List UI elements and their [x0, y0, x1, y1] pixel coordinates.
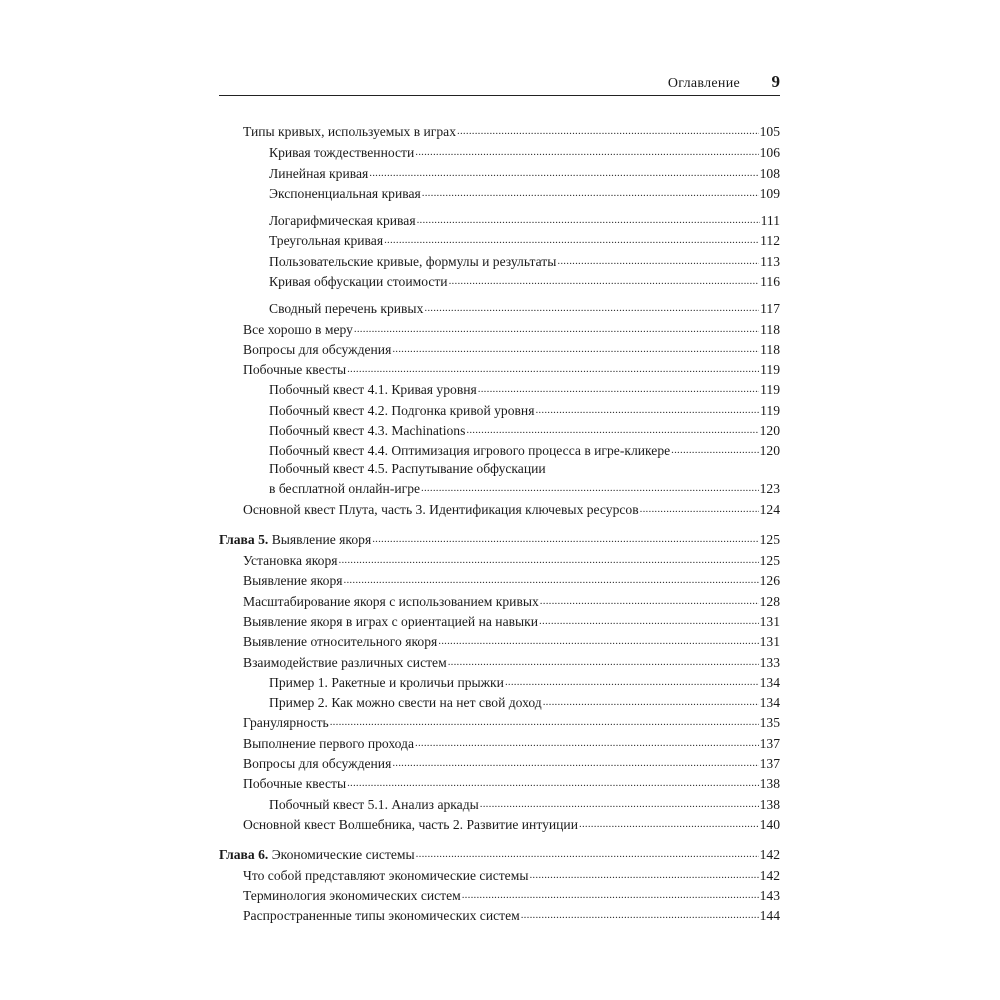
entry-title: Пример 1. Ракетные и кроличьи прыжки	[269, 675, 504, 690]
entry-page: 125	[759, 532, 780, 547]
entry-title: Линейная кривая	[269, 166, 369, 181]
dot-leader	[347, 362, 759, 374]
dot-leader	[579, 817, 759, 829]
toc-entry	[269, 166, 780, 182]
entry-title: Пример 2. Как можно свести на нет свой доход	[269, 695, 542, 710]
entry-page: 117	[760, 301, 780, 316]
entry-page: 142	[759, 847, 780, 862]
toc-entry	[243, 868, 780, 884]
entry-title: Вопросы для обсуждения	[243, 342, 392, 357]
chapter-label: Глава 6.	[219, 847, 269, 862]
toc-entry	[269, 797, 780, 813]
toc-entry	[243, 614, 780, 630]
entry-title: Выявление якоря в играх с ориентацией на навыки	[243, 614, 539, 629]
entry-title: Масштабирование якоря с использованием кривых	[243, 594, 539, 609]
entry-title: Побочные квесты	[243, 776, 347, 791]
entry-page: 143	[759, 888, 780, 903]
dot-leader	[466, 423, 758, 435]
toc-entry	[269, 423, 780, 439]
dot-leader	[330, 715, 759, 727]
entry-title: Что собой представляют экономические системы	[243, 868, 529, 883]
toc-entry	[243, 888, 780, 904]
dot-leader	[478, 382, 759, 394]
dot-leader	[480, 797, 759, 809]
dot-leader	[415, 145, 758, 157]
toc-entry	[269, 274, 780, 290]
toc-chapter	[219, 847, 780, 863]
toc-entry	[269, 254, 780, 270]
toc-entry	[243, 322, 780, 338]
dot-leader	[448, 655, 759, 667]
entry-page: 120	[759, 443, 780, 458]
entry-page: 116	[760, 274, 780, 289]
entry-page: 106	[759, 145, 780, 160]
dot-leader	[415, 736, 759, 748]
entry-title: Выявление якоря	[271, 532, 372, 547]
dot-leader	[540, 594, 759, 606]
dot-leader	[543, 695, 759, 707]
toc-entry	[243, 634, 780, 650]
entry-title: в бесплатной онлайн-игре	[269, 481, 421, 496]
entry-title: Треугольная кривая	[269, 233, 384, 248]
dot-leader	[438, 634, 758, 646]
toc-entry	[243, 362, 780, 378]
chapter-label: Глава 5.	[219, 532, 269, 547]
toc-entry	[243, 655, 780, 671]
entry-title: Терминология экономических систем	[243, 888, 461, 903]
dot-leader	[539, 614, 759, 626]
entry-title: Экономические системы	[271, 847, 415, 862]
toc-entry	[243, 908, 780, 924]
toc-entry	[243, 594, 780, 610]
toc-entry	[269, 186, 780, 202]
entry-title: Логарифмическая кривая	[269, 213, 416, 228]
entry-title: Все хорошо в меру	[243, 322, 353, 337]
dot-leader	[424, 301, 759, 313]
dot-leader	[529, 868, 758, 880]
entry-page: 142	[759, 868, 780, 883]
entry-page: 138	[759, 797, 780, 812]
toc-entry	[269, 145, 780, 161]
toc-entry	[269, 213, 780, 229]
toc-entry	[243, 553, 780, 569]
entry-page: 119	[760, 403, 780, 418]
entry-page: 144	[759, 908, 780, 923]
entry-page: 135	[759, 715, 780, 730]
entry-page: 140	[759, 817, 780, 832]
dot-leader	[557, 254, 759, 266]
toc-entry	[243, 124, 780, 140]
toc-entry	[269, 695, 780, 711]
toc-entry	[243, 756, 780, 772]
entry-title: Выполнение первого прохода	[243, 736, 414, 751]
page-number: 9	[771, 72, 780, 91]
dot-leader	[422, 186, 759, 198]
dot-leader	[457, 124, 759, 136]
entry-title: Гранулярность	[243, 715, 329, 730]
entry-page: 109	[759, 186, 780, 201]
dot-leader	[392, 756, 758, 768]
entry-title: Установка якоря	[243, 553, 338, 568]
dot-leader	[535, 403, 759, 415]
entry-page: 137	[759, 736, 780, 751]
entry-title: Распространенные типы экономических систем	[243, 908, 520, 923]
entry-title: Экспоненциальная кривая	[269, 186, 421, 201]
dot-leader	[416, 847, 759, 859]
toc-entry	[243, 342, 780, 358]
dot-leader	[339, 553, 759, 565]
toc-entry	[269, 443, 780, 459]
entry-page: 126	[759, 573, 780, 588]
entry-title: Кривая тождественности	[269, 145, 415, 160]
dot-leader	[505, 675, 759, 687]
dot-leader	[347, 776, 759, 788]
toc-entry	[269, 403, 780, 419]
entry-page: 119	[760, 382, 780, 397]
entry-title: Взаимодействие различных систем	[243, 655, 447, 670]
dot-leader	[392, 342, 759, 354]
entry-page: 105	[759, 124, 780, 139]
entry-page: 134	[759, 695, 780, 710]
entry-title: Побочный квест 4.3. Machinations	[269, 423, 466, 438]
entry-page: 124	[759, 502, 780, 517]
toc-entry	[243, 776, 780, 792]
entry-page: 123	[759, 481, 780, 496]
entry-page: 113	[760, 254, 780, 269]
entry-page: 125	[759, 553, 780, 568]
toc-entry	[243, 715, 780, 731]
entry-page: 134	[759, 675, 780, 690]
entry-title: Выявление относительного якоря	[243, 634, 438, 649]
toc-entry	[243, 817, 780, 833]
entry-page: 108	[759, 166, 780, 181]
dot-leader	[462, 888, 759, 900]
entry-title: Вопросы для обсуждения	[243, 756, 392, 771]
dot-leader	[417, 213, 760, 225]
entry-page: 119	[760, 362, 780, 377]
entry-title: Побочный квест 4.2. Подгонка кривой уровня	[269, 403, 535, 418]
entry-title: Побочные квесты	[243, 362, 347, 377]
toc-chapter	[219, 532, 780, 548]
header-title: Оглавление	[667, 76, 740, 91]
entry-title: Пользовательские кривые, формулы и результаты	[269, 254, 557, 269]
entry-title: Выявление якоря	[243, 573, 343, 588]
entry-page: 118	[760, 342, 780, 357]
entry-page: 138	[759, 776, 780, 791]
entry-page: 112	[760, 233, 780, 248]
entry-page: 137	[759, 756, 780, 771]
toc-entry	[243, 736, 780, 752]
entry-title: Кривая обфускации стоимости	[269, 274, 448, 289]
dot-leader	[372, 532, 758, 544]
dot-leader	[640, 502, 759, 514]
entry-title: Сводный перечень кривых	[269, 301, 424, 316]
dot-leader	[671, 443, 758, 455]
entry-page: 128	[759, 594, 780, 609]
toc-entry	[243, 502, 780, 518]
dot-leader	[449, 274, 760, 286]
toc-entry-line: Побочный квест 4.5. Распутывание обфускации	[269, 461, 546, 476]
toc-entry	[243, 573, 780, 589]
dot-leader	[344, 573, 759, 585]
dot-leader	[521, 908, 759, 920]
entry-title: Типы кривых, используемых в играх	[243, 124, 457, 139]
entry-page: 131	[759, 634, 780, 649]
toc-entry	[269, 233, 780, 249]
entry-title: Побочный квест 5.1. Анализ аркады	[269, 797, 479, 812]
dot-leader	[421, 481, 759, 493]
entry-title: Основной квест Плута, часть 3. Идентификация ключевых ресурсов	[243, 502, 639, 517]
toc-entry	[269, 675, 780, 691]
entry-page: 120	[759, 423, 780, 438]
toc-entry	[269, 481, 780, 497]
entry-title: Основной квест Волшебника, часть 2. Развитие интуиции	[243, 817, 578, 832]
dot-leader	[354, 322, 759, 334]
toc-entry	[269, 382, 780, 398]
entry-title: Побочный квест 4.1. Кривая уровня	[269, 382, 477, 397]
toc-entry	[269, 301, 780, 317]
entry-page: 133	[759, 655, 780, 670]
entry-page: 118	[760, 322, 780, 337]
entry-title: Побочный квест 4.4. Оптимизация игрового процесса в игре-кликере	[269, 443, 671, 458]
entry-page: 131	[759, 614, 780, 629]
dot-leader	[384, 233, 759, 245]
dot-leader	[369, 166, 758, 178]
entry-page: 111	[760, 213, 780, 228]
